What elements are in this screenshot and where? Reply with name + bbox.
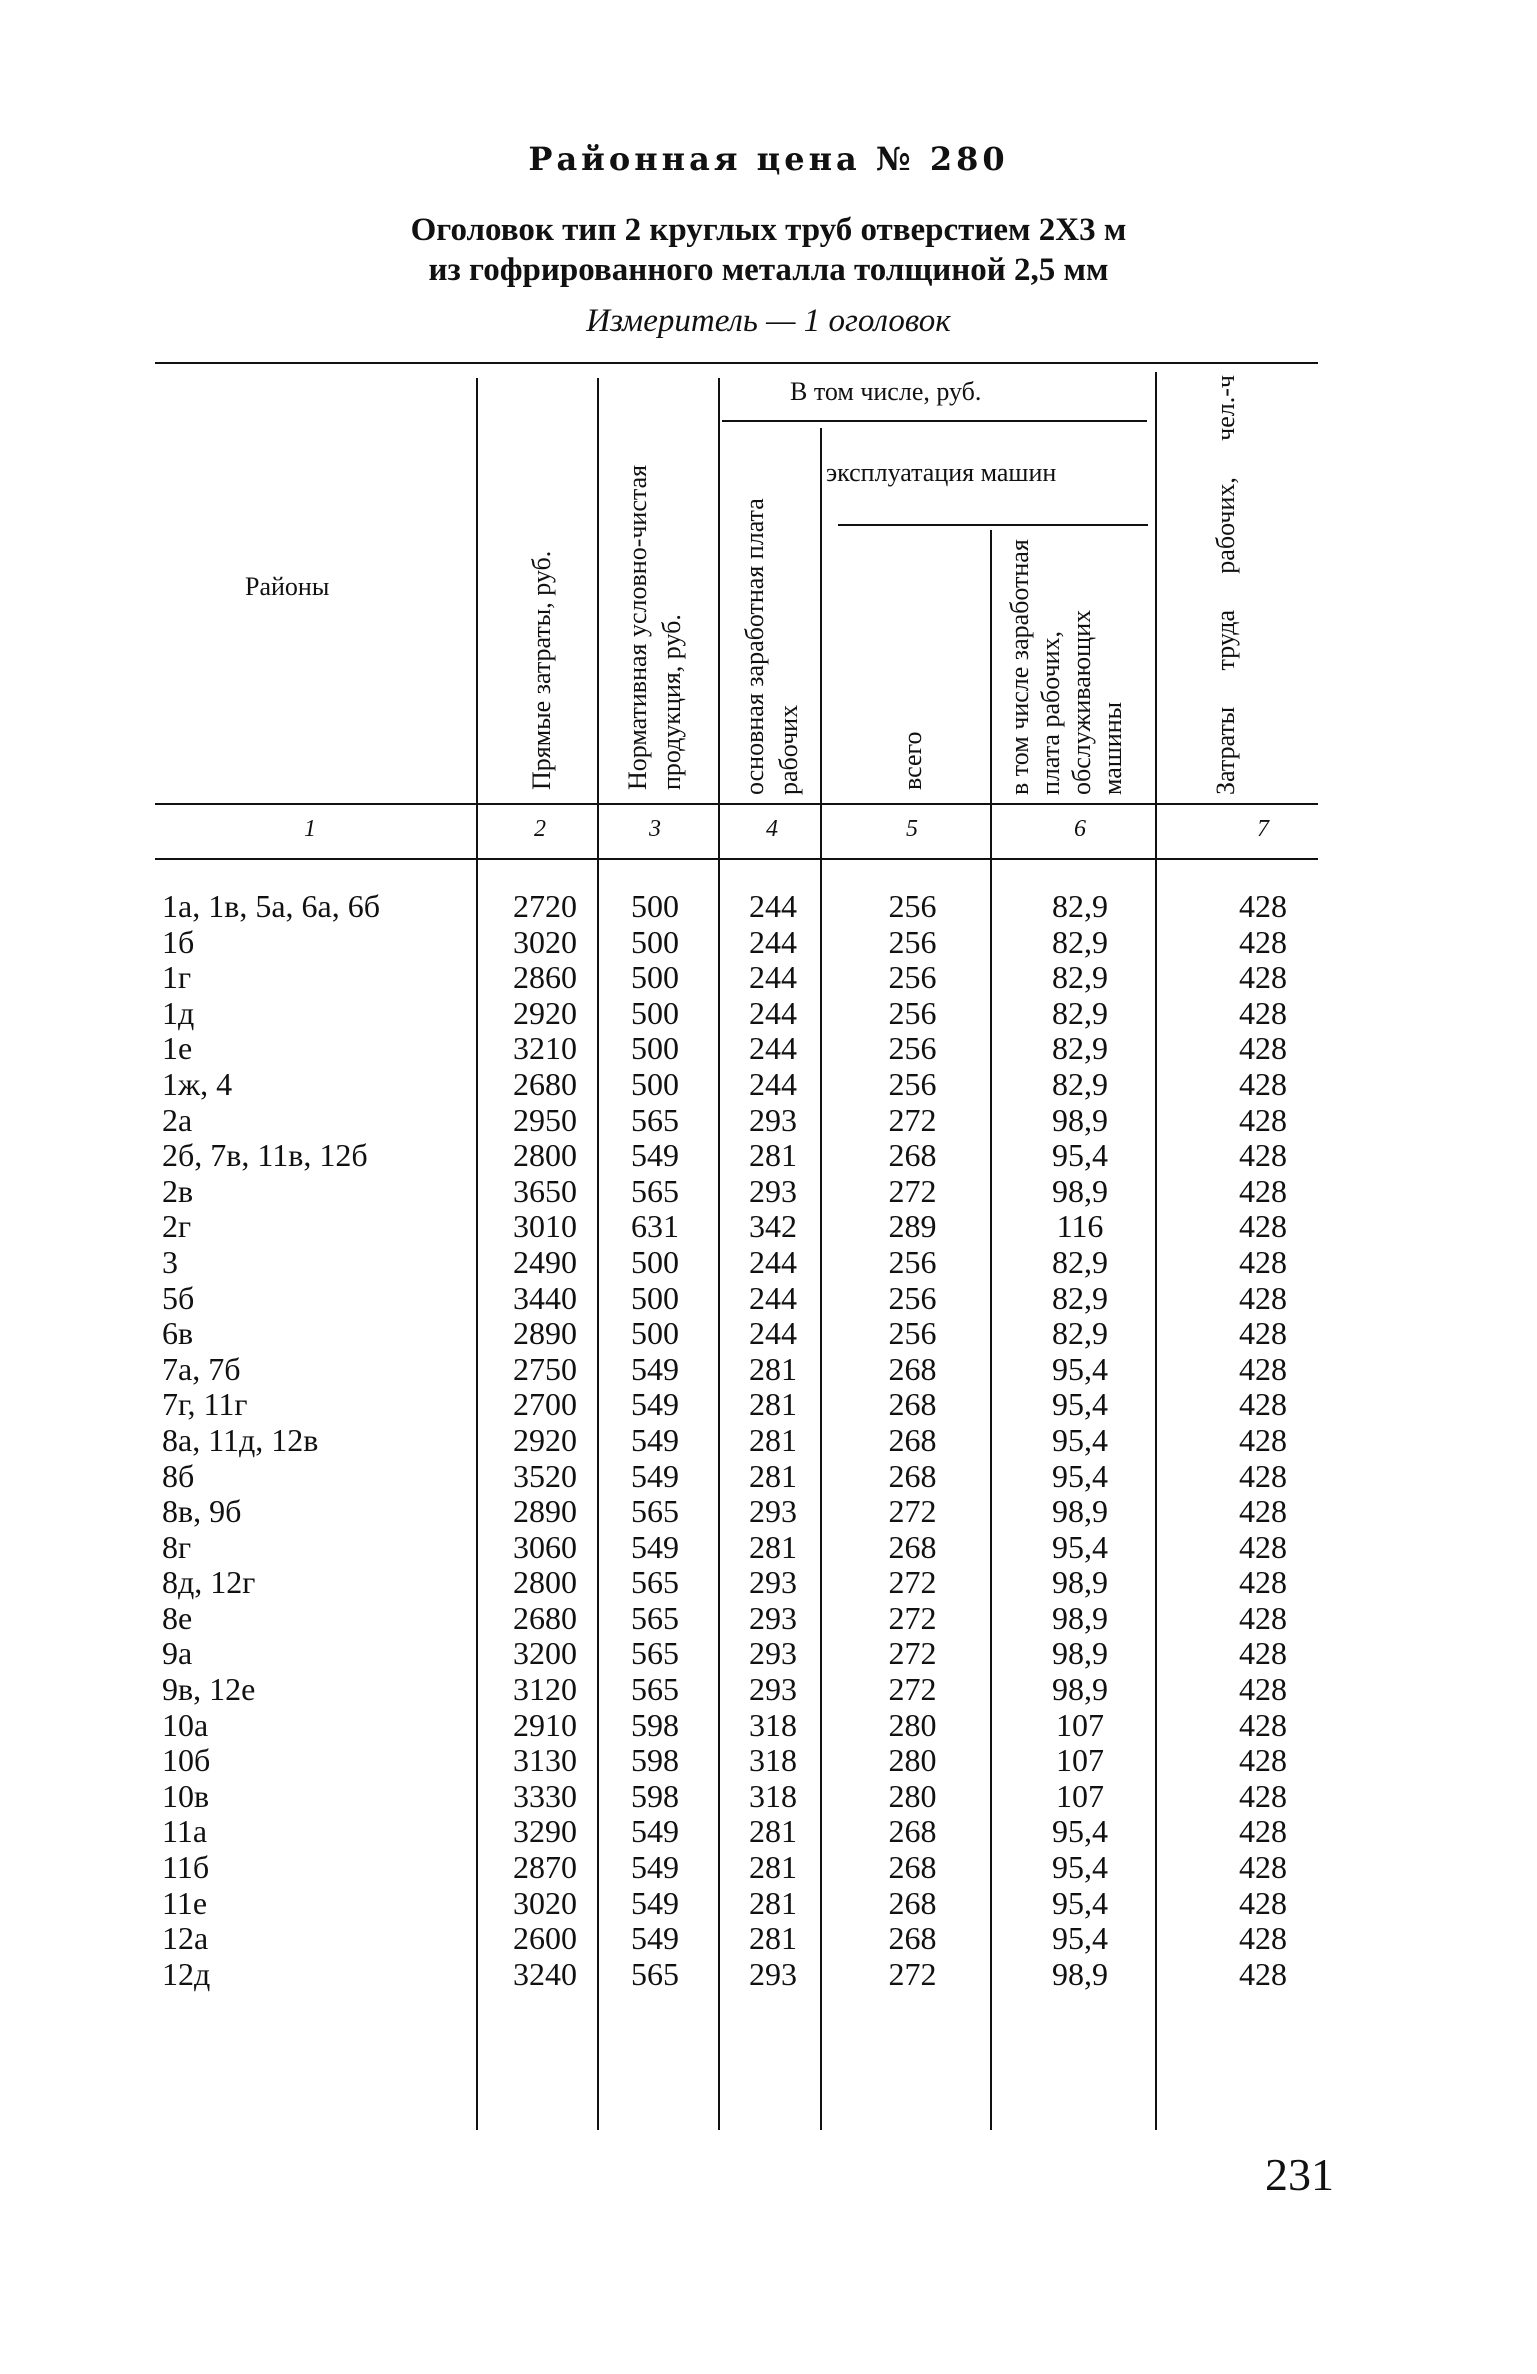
cell-machines-total: 256 (888, 923, 937, 960)
cell-labor-costs: 428 (1239, 1421, 1287, 1458)
cell-region: 5б (162, 1279, 195, 1316)
header-normative-product: Нормативная условно-чистая продукция, руб. (623, 464, 686, 790)
cell-direct-costs: 2720 (513, 888, 577, 924)
cell-base-wage: 244 (749, 1065, 797, 1102)
cell-labor-costs: 428 (1239, 1742, 1287, 1779)
header-direct-costs: Прямые затраты, руб. (527, 550, 556, 790)
header-regions: Районы (245, 572, 330, 601)
cell-machine-wage: 95,4 (1052, 1350, 1108, 1387)
cell-machines-total: 272 (888, 1564, 937, 1601)
cell-base-wage: 281 (749, 1350, 797, 1387)
table-row (0, 1778, 1537, 1814)
page-title: Районная цена № 280 (528, 140, 1009, 178)
cell-region: 8в, 9б (162, 1493, 242, 1530)
cell-machine-wage: 107 (1056, 1706, 1104, 1743)
table-row (0, 1493, 1537, 1529)
cell-labor-costs: 428 (1239, 1279, 1287, 1316)
table-row (0, 1030, 1537, 1066)
cell-machines-total: 256 (888, 1065, 937, 1102)
cell-labor-costs: 428 (1239, 1920, 1287, 1957)
cell-machine-wage: 95,4 (1052, 1813, 1108, 1850)
table-row (0, 995, 1537, 1031)
cell-region: 8е (162, 1599, 193, 1636)
cell-labor-costs: 428 (1239, 1777, 1287, 1814)
cell-machine-wage: 98,9 (1052, 1101, 1108, 1138)
cell-region: 10а (162, 1706, 209, 1743)
cell-machines-total: 289 (888, 1208, 937, 1245)
header-bottom-rule (155, 803, 1318, 805)
cell-machines-total: 268 (888, 1849, 937, 1886)
header-including-group: В том числе, руб. (790, 377, 982, 406)
cell-labor-costs: 428 (1239, 1635, 1287, 1672)
cell-labor-costs: 428 (1239, 1350, 1287, 1387)
cell-base-wage: 293 (749, 1564, 797, 1601)
cell-normative-product: 500 (631, 1065, 679, 1102)
cell-region: 7а, 7б (162, 1350, 241, 1387)
cell-normative-product: 549 (631, 1920, 679, 1957)
cell-base-wage: 293 (749, 1493, 797, 1530)
cell-direct-costs: 2680 (513, 1065, 577, 1102)
cell-machines-total: 280 (888, 1742, 937, 1779)
cell-region: 6в (162, 1315, 194, 1352)
cell-normative-product: 549 (631, 1386, 679, 1423)
cell-machine-wage: 95,4 (1052, 1421, 1108, 1458)
cell-machine-wage: 98,9 (1052, 1172, 1108, 1209)
cell-base-wage: 244 (749, 923, 797, 960)
cell-base-wage: 293 (749, 1599, 797, 1636)
cell-direct-costs: 2800 (513, 1137, 577, 1174)
page-number: 231 (1265, 2149, 1334, 2200)
cell-base-wage: 244 (749, 1243, 797, 1280)
header-machines-group: эксплуатация машин (826, 458, 1057, 487)
table-row (0, 959, 1537, 995)
cell-machines-total: 272 (888, 1635, 937, 1672)
cell-machines-total: 272 (888, 1172, 937, 1209)
cell-machines-total: 268 (888, 1920, 937, 1957)
cell-region: 1г (162, 959, 192, 996)
cell-base-wage: 293 (749, 1671, 797, 1708)
cell-labor-costs: 428 (1239, 1884, 1287, 1921)
cell-machines-total: 280 (888, 1777, 937, 1814)
cell-normative-product: 549 (631, 1457, 679, 1494)
cell-labor-costs: 428 (1239, 888, 1287, 924)
cell-base-wage: 244 (749, 888, 797, 924)
cell-base-wage: 281 (749, 1849, 797, 1886)
cell-labor-costs: 428 (1239, 1101, 1287, 1138)
table-row (0, 1315, 1537, 1351)
cell-machines-total: 272 (888, 1599, 937, 1636)
cell-normative-product: 500 (631, 888, 679, 924)
cell-machines-total: 272 (888, 1101, 937, 1138)
cell-region: 2а (162, 1101, 193, 1138)
cell-region: 1б (162, 923, 195, 960)
cell-machine-wage: 82,9 (1052, 994, 1108, 1031)
column-number-3: 3 (649, 816, 661, 842)
cell-machine-wage: 98,9 (1052, 1671, 1108, 1708)
cell-region: 12д (162, 1955, 211, 1992)
table-row (0, 1066, 1537, 1102)
cell-normative-product: 631 (631, 1208, 679, 1245)
cell-normative-product: 549 (631, 1849, 679, 1886)
cell-base-wage: 342 (749, 1208, 797, 1245)
cell-labor-costs: 428 (1239, 1493, 1287, 1530)
cell-machines-total: 272 (888, 1671, 937, 1708)
cell-labor-costs: 428 (1239, 1065, 1287, 1102)
cell-machine-wage: 98,9 (1052, 1599, 1108, 1636)
cell-machines-total: 256 (888, 1315, 937, 1352)
cell-machine-wage: 82,9 (1052, 888, 1108, 924)
cell-machine-wage: 82,9 (1052, 1315, 1108, 1352)
including-group-rule (722, 420, 1147, 422)
cell-region: 11б (162, 1849, 210, 1886)
cell-machine-wage: 95,4 (1052, 1528, 1108, 1565)
cell-direct-costs: 2910 (513, 1706, 577, 1743)
cell-direct-costs: 2870 (513, 1849, 577, 1886)
cell-machine-wage: 98,9 (1052, 1564, 1108, 1601)
header-base-wage: основная заработная плата рабочих (740, 498, 803, 795)
cell-normative-product: 565 (631, 1635, 679, 1672)
cell-normative-product: 549 (631, 1421, 679, 1458)
table-row (0, 1280, 1537, 1316)
cell-direct-costs: 3210 (513, 1030, 577, 1067)
cell-machine-wage: 82,9 (1052, 1030, 1108, 1067)
table-row (0, 1635, 1537, 1671)
cell-normative-product: 500 (631, 923, 679, 960)
cell-machine-wage: 82,9 (1052, 1279, 1108, 1316)
cell-base-wage: 318 (749, 1777, 797, 1814)
cell-region: 2в (162, 1172, 194, 1209)
cell-labor-costs: 428 (1239, 1955, 1287, 1992)
cell-region: 12а (162, 1920, 209, 1957)
cell-machines-total: 280 (888, 1706, 937, 1743)
cell-machines-total: 256 (888, 1279, 937, 1316)
cell-machine-wage: 98,9 (1052, 1635, 1108, 1672)
cell-machine-wage: 107 (1056, 1742, 1104, 1779)
cell-machines-total: 268 (888, 1457, 937, 1494)
cell-direct-costs: 3440 (513, 1279, 577, 1316)
cell-region: 9в, 12е (162, 1671, 256, 1708)
cell-machines-total: 272 (888, 1955, 937, 1992)
cell-direct-costs: 3060 (513, 1528, 577, 1565)
cell-normative-product: 549 (631, 1137, 679, 1174)
cell-region: 11а (162, 1813, 208, 1850)
table-row (0, 924, 1537, 960)
cell-region: 10в (162, 1777, 210, 1814)
cell-machines-total: 268 (888, 1813, 937, 1850)
cell-machines-total: 268 (888, 1421, 937, 1458)
cell-base-wage: 244 (749, 1315, 797, 1352)
cell-labor-costs: 428 (1239, 959, 1287, 996)
table-row (0, 1564, 1537, 1600)
cell-labor-costs: 428 (1239, 1564, 1287, 1601)
cell-machine-wage: 95,4 (1052, 1884, 1108, 1921)
cell-region: 1а, 1в, 5а, 6а, 6б (162, 888, 380, 924)
cell-normative-product: 500 (631, 1243, 679, 1280)
table-row (0, 1600, 1537, 1636)
cell-region: 7г, 11г (162, 1386, 248, 1423)
cell-labor-costs: 428 (1239, 994, 1287, 1031)
cell-region: 8д, 12г (162, 1564, 256, 1601)
cell-base-wage: 293 (749, 1635, 797, 1672)
header-labor-costs: Затраты труда рабочих, чел.-ч (1211, 375, 1240, 795)
cell-base-wage: 293 (749, 1101, 797, 1138)
cell-region: 8а, 11д, 12в (162, 1421, 319, 1458)
cell-labor-costs: 428 (1239, 1315, 1287, 1352)
cell-machine-wage: 82,9 (1052, 959, 1108, 996)
cell-region: 8г (162, 1528, 192, 1565)
cell-base-wage: 281 (749, 1920, 797, 1957)
cell-base-wage: 318 (749, 1742, 797, 1779)
cell-direct-costs: 3120 (513, 1671, 577, 1708)
cell-machine-wage: 107 (1056, 1777, 1104, 1814)
column-number-6: 6 (1074, 816, 1086, 842)
cell-machine-wage: 95,4 (1052, 1849, 1108, 1886)
table-row (0, 1102, 1537, 1138)
cell-base-wage: 318 (749, 1706, 797, 1743)
cell-machines-total: 268 (888, 1137, 937, 1174)
cell-base-wage: 281 (749, 1421, 797, 1458)
cell-machines-total: 268 (888, 1386, 937, 1423)
cell-normative-product: 565 (631, 1955, 679, 1992)
subtitle-line-2: из гофрированного металла толщиной 2,5 мм (428, 252, 1109, 288)
cell-direct-costs: 3330 (513, 1777, 577, 1814)
table-row (0, 1458, 1537, 1494)
cell-machines-total: 256 (888, 1243, 937, 1280)
cell-direct-costs: 2750 (513, 1350, 577, 1387)
cell-normative-product: 500 (631, 994, 679, 1031)
cell-base-wage: 293 (749, 1172, 797, 1209)
cell-direct-costs: 3520 (513, 1457, 577, 1494)
cell-machine-wage: 95,4 (1052, 1457, 1108, 1494)
cell-normative-product: 565 (631, 1564, 679, 1601)
cell-normative-product: 500 (631, 1315, 679, 1352)
table-row (0, 1707, 1537, 1743)
column-number-5: 5 (906, 816, 918, 842)
table-row (0, 1529, 1537, 1565)
cell-machine-wage: 82,9 (1052, 923, 1108, 960)
cell-direct-costs: 2800 (513, 1564, 577, 1601)
cell-direct-costs: 3650 (513, 1172, 577, 1209)
cell-machines-total: 256 (888, 959, 937, 996)
cell-labor-costs: 428 (1239, 1813, 1287, 1850)
cell-normative-product: 549 (631, 1813, 679, 1850)
cell-region: 11е (162, 1884, 208, 1921)
cell-direct-costs: 2700 (513, 1386, 577, 1423)
subtitle-line-1: Оголовок тип 2 круглых труб отверстием 2Х3 м (410, 212, 1127, 248)
cell-direct-costs: 2950 (513, 1101, 577, 1138)
table-top-rule (155, 362, 1318, 364)
cell-base-wage: 281 (749, 1528, 797, 1565)
unit-of-measure: Измеритель — 1 оголовок (586, 303, 951, 339)
cell-machines-total: 268 (888, 1350, 937, 1387)
cell-base-wage: 281 (749, 1457, 797, 1494)
cell-labor-costs: 428 (1239, 1671, 1287, 1708)
cell-base-wage: 281 (749, 1813, 797, 1850)
cell-region: 9а (162, 1635, 193, 1672)
cell-machines-total: 256 (888, 888, 937, 924)
cell-direct-costs: 2680 (513, 1599, 577, 1636)
column-number-2: 2 (534, 816, 546, 842)
table-row (0, 1173, 1537, 1209)
cell-direct-costs: 2860 (513, 959, 577, 996)
column-number-7: 7 (1257, 816, 1269, 842)
cell-machine-wage: 98,9 (1052, 1955, 1108, 1992)
cell-machines-total: 268 (888, 1528, 937, 1565)
cell-machines-total: 256 (888, 994, 937, 1031)
table-row (0, 1849, 1537, 1885)
cell-labor-costs: 428 (1239, 1386, 1287, 1423)
cell-machine-wage: 82,9 (1052, 1065, 1108, 1102)
cell-labor-costs: 428 (1239, 1243, 1287, 1280)
table-row (0, 1386, 1537, 1422)
table-row (0, 888, 1537, 924)
cell-labor-costs: 428 (1239, 1030, 1287, 1067)
cell-region: 8б (162, 1457, 195, 1494)
cell-region: 1д (162, 994, 195, 1031)
cell-machine-wage: 95,4 (1052, 1920, 1108, 1957)
cell-direct-costs: 2890 (513, 1315, 577, 1352)
table-row (0, 1351, 1537, 1387)
cell-normative-product: 500 (631, 1279, 679, 1316)
cell-labor-costs: 428 (1239, 1208, 1287, 1245)
cell-direct-costs: 3010 (513, 1208, 577, 1245)
cell-normative-product: 500 (631, 1030, 679, 1067)
table-row (0, 1137, 1537, 1173)
table-body (0, 888, 1537, 1991)
table-row (0, 1813, 1537, 1849)
cell-base-wage: 293 (749, 1955, 797, 1992)
cell-labor-costs: 428 (1239, 1457, 1287, 1494)
cell-machine-wage: 82,9 (1052, 1243, 1108, 1280)
cell-direct-costs: 3290 (513, 1813, 577, 1850)
cell-region: 1е (162, 1030, 193, 1067)
cell-direct-costs: 2920 (513, 1421, 577, 1458)
cell-machine-wage: 95,4 (1052, 1137, 1108, 1174)
cell-base-wage: 281 (749, 1137, 797, 1174)
cell-direct-costs: 3200 (513, 1635, 577, 1672)
cell-normative-product: 598 (631, 1742, 679, 1779)
cell-region: 10б (162, 1742, 211, 1779)
cell-base-wage: 244 (749, 959, 797, 996)
cell-machine-wage: 98,9 (1052, 1493, 1108, 1530)
cell-direct-costs: 2920 (513, 994, 577, 1031)
cell-direct-costs: 3240 (513, 1955, 577, 1992)
cell-normative-product: 549 (631, 1528, 679, 1565)
cell-direct-costs: 3020 (513, 923, 577, 960)
cell-normative-product: 549 (631, 1884, 679, 1921)
cell-direct-costs: 3020 (513, 1884, 577, 1921)
cell-region: 3 (162, 1243, 178, 1280)
cell-labor-costs: 428 (1239, 1706, 1287, 1743)
header-machines-total: всего (898, 731, 927, 790)
cell-normative-product: 565 (631, 1671, 679, 1708)
cell-base-wage: 244 (749, 1279, 797, 1316)
cell-labor-costs: 428 (1239, 1599, 1287, 1636)
cell-machine-wage: 116 (1056, 1208, 1104, 1245)
cell-machines-total: 256 (888, 1030, 937, 1067)
cell-direct-costs: 2890 (513, 1493, 577, 1530)
table-row (0, 1742, 1537, 1778)
cell-base-wage: 244 (749, 1030, 797, 1067)
cell-labor-costs: 428 (1239, 1137, 1287, 1174)
cell-direct-costs: 2490 (513, 1243, 577, 1280)
cell-normative-product: 565 (631, 1599, 679, 1636)
cell-region: 2г (162, 1208, 192, 1245)
cell-normative-product: 549 (631, 1350, 679, 1387)
table-row (0, 1244, 1537, 1280)
table-row (0, 1885, 1537, 1921)
column-number-4: 4 (766, 816, 778, 842)
cell-normative-product: 565 (631, 1172, 679, 1209)
cell-machines-total: 272 (888, 1493, 937, 1530)
cell-normative-product: 565 (631, 1493, 679, 1530)
cell-base-wage: 281 (749, 1386, 797, 1423)
column-number-1: 1 (304, 816, 316, 842)
cell-normative-product: 500 (631, 959, 679, 996)
column-numbers-rule (155, 858, 1318, 860)
cell-base-wage: 244 (749, 994, 797, 1031)
cell-region: 1ж, 4 (162, 1065, 233, 1102)
cell-normative-product: 565 (631, 1101, 679, 1138)
cell-base-wage: 281 (749, 1884, 797, 1921)
cell-direct-costs: 2600 (513, 1920, 577, 1957)
cell-labor-costs: 428 (1239, 1172, 1287, 1209)
cell-labor-costs: 428 (1239, 1528, 1287, 1565)
cell-normative-product: 598 (631, 1706, 679, 1743)
cell-machines-total: 268 (888, 1884, 937, 1921)
cell-normative-product: 598 (631, 1777, 679, 1814)
table-row (0, 1920, 1537, 1956)
cell-machine-wage: 95,4 (1052, 1386, 1108, 1423)
table-row (0, 1956, 1537, 1992)
table-row (0, 1422, 1537, 1458)
cell-region: 2б, 7в, 11в, 12б (162, 1137, 368, 1174)
header-machine-operators-wage: в том числе заработная плата рабочих, обслуживающих машины (1005, 539, 1127, 795)
cell-labor-costs: 428 (1239, 1849, 1287, 1886)
table-row (0, 1671, 1537, 1707)
cell-labor-costs: 428 (1239, 923, 1287, 960)
table-row (0, 1208, 1537, 1244)
cell-direct-costs: 3130 (513, 1742, 577, 1779)
